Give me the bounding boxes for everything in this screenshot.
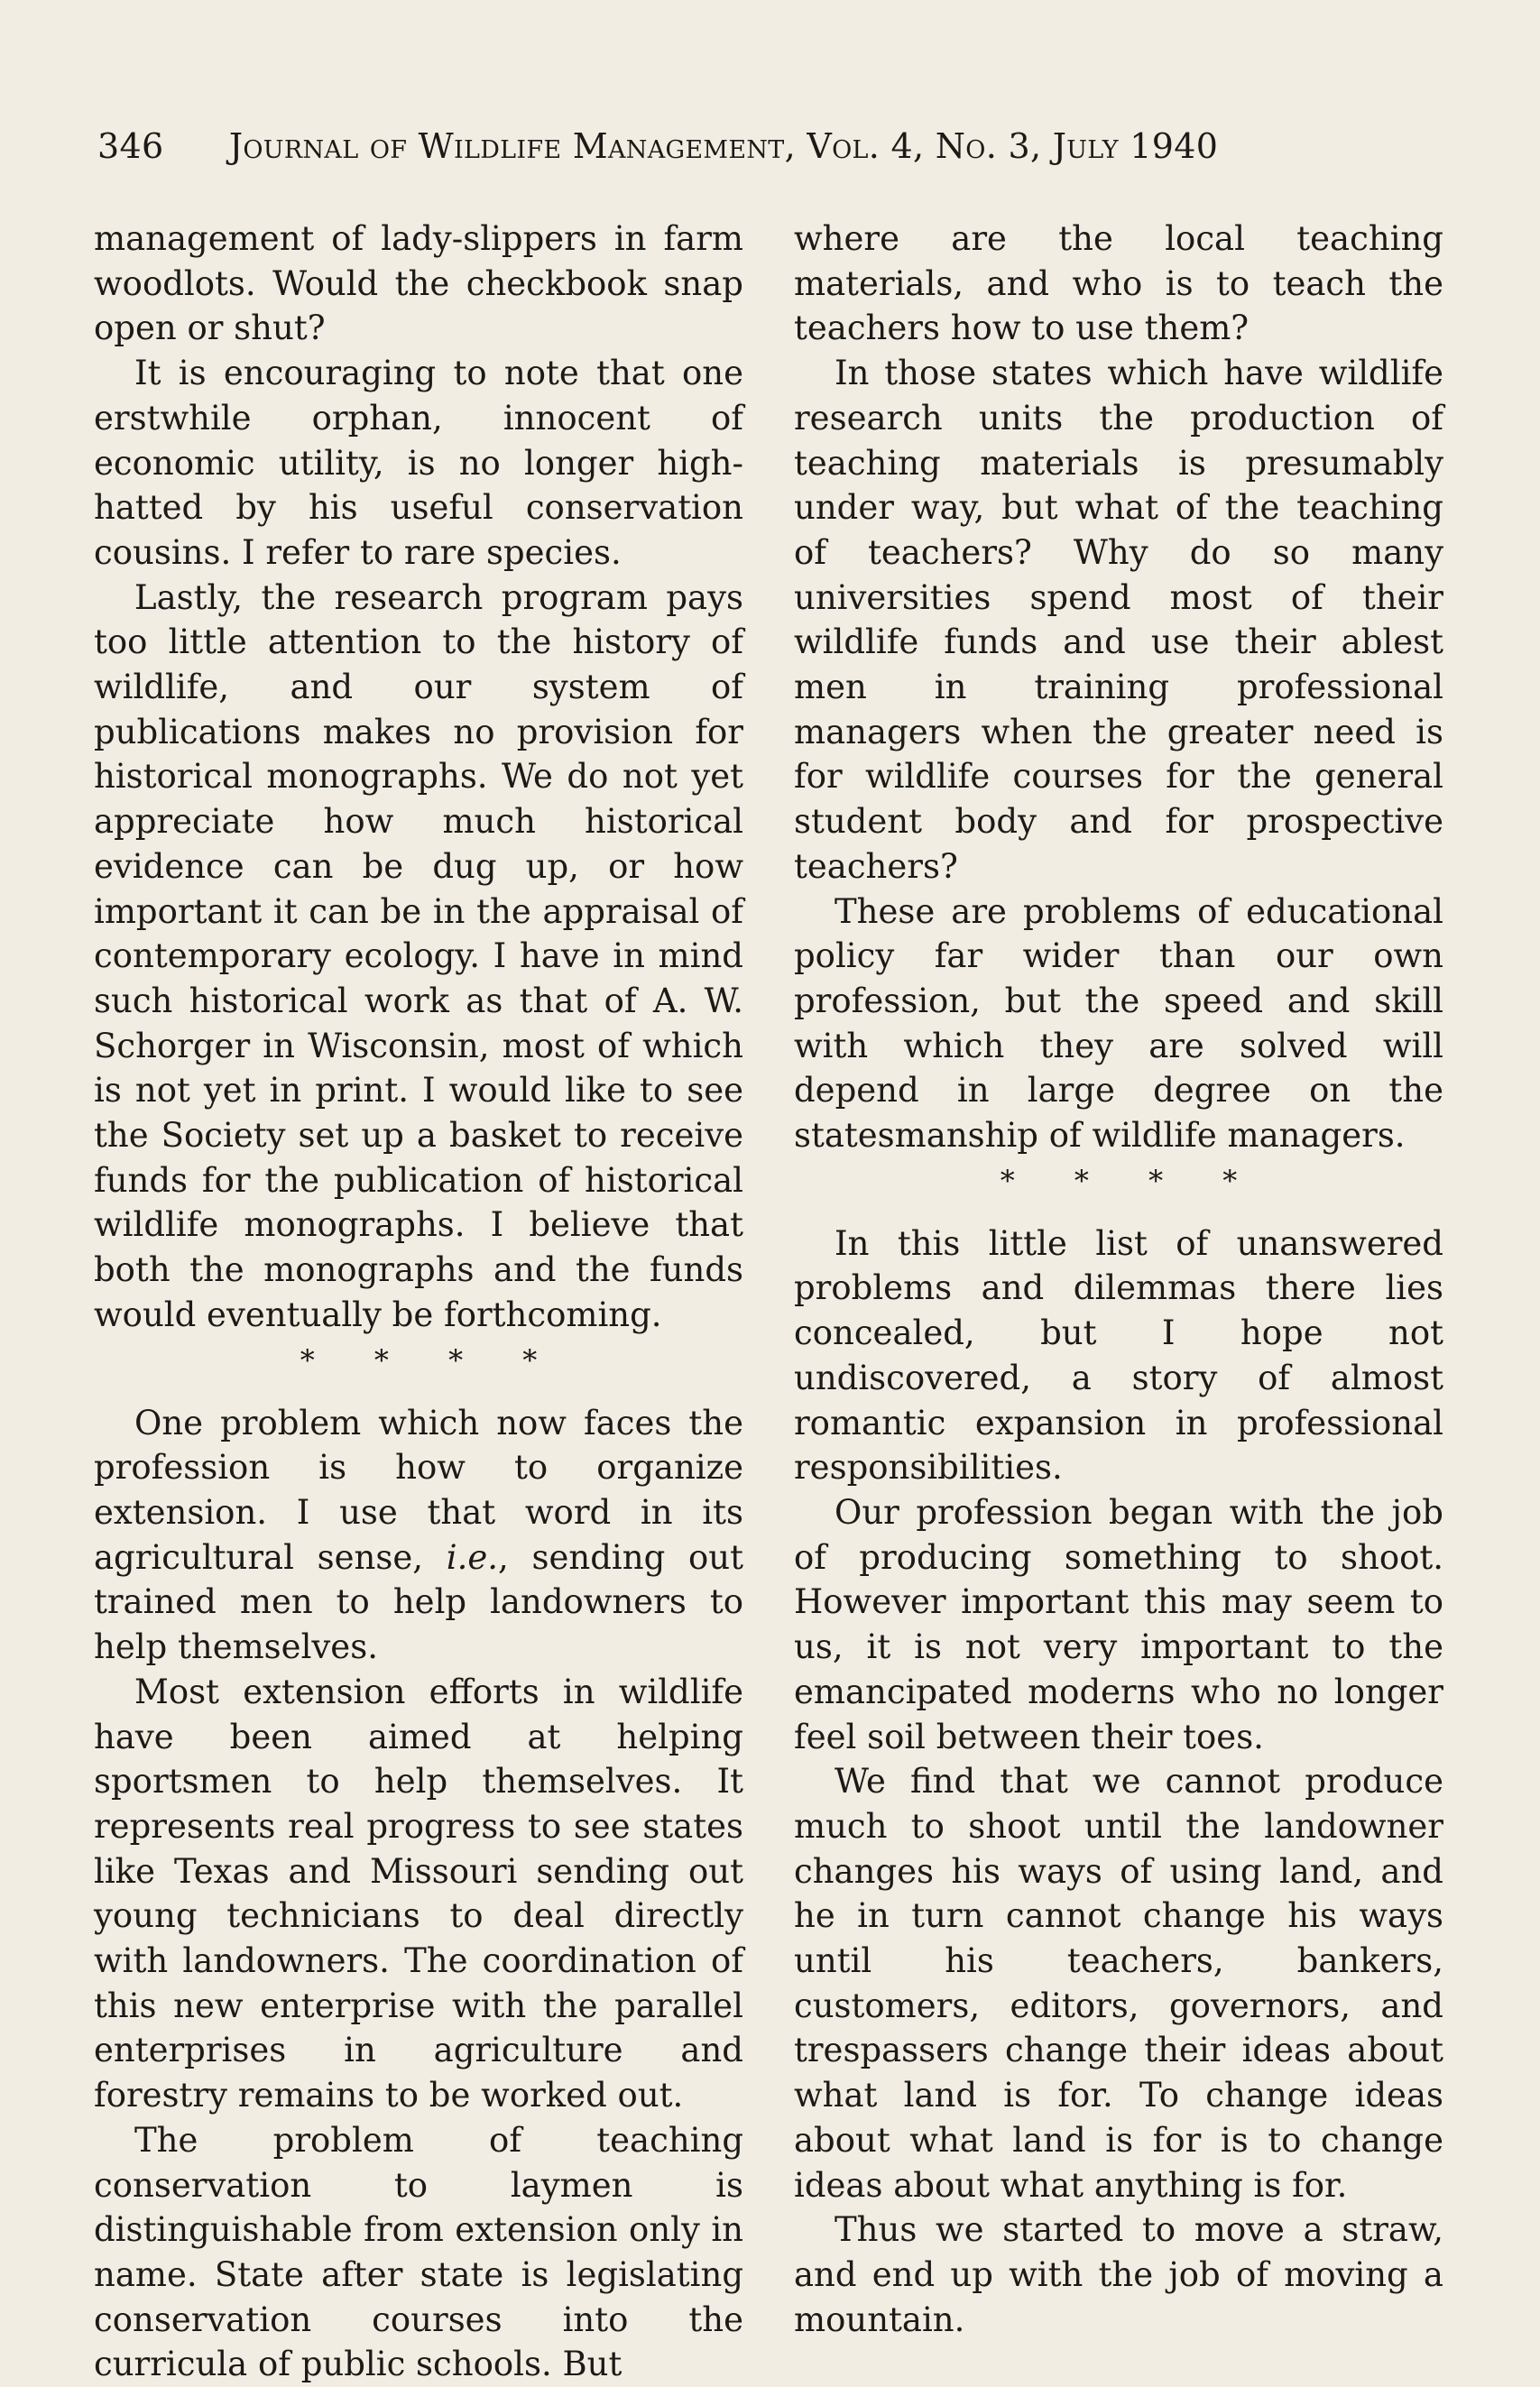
paragraph-text: One problem which now faces the profession is how to organize extension. I use that word in its agricultural sense, (94, 1403, 743, 1577)
left-column (94, 217, 743, 2387)
right-column (794, 217, 1443, 2342)
section-separator: * * * * (300, 1342, 563, 1378)
page-number: 346 (97, 126, 164, 166)
running-head (97, 126, 1324, 166)
paragraph: Lastly, the research program pays too little attention to the history of wildlife, and our system of publications makes no provision for historical monographs. We do not yet appreciate how much historical evidence can be dug up, or how important it can be in the appraisal of contemporary ecology. I have in mind such historical work as that of A. W. Schorger in Wisconsin, most of which is not yet in print. I would like to see the Society set up a basket to receive funds for the publication of historical wildlife monographs. I believe that both the monographs and the funds would eventually be forthcoming. (94, 577, 743, 1334)
paragraph: These are problems of educational policy far wider than our own profession, but the speed and skill with which they are solved will depend in large degree on the statesmanship of wildlife managers. (794, 891, 1443, 1156)
paragraph: management of lady-slippers in farm woodlots. Would the checkbook snap open or shut? (94, 219, 743, 348)
italic-abbreviation: i.e. (446, 1537, 499, 1577)
paragraph: Our profession began with the job of producing something to shoot. However important this may seem to us, it is not very important to the emancipated moderns who no longer feel soil between their toes. (794, 1492, 1443, 1756)
paragraph (94, 1401, 743, 1670)
paragraph: Thus we started to move a straw, and end up with the job of moving a mountain. (794, 2210, 1443, 2339)
paragraph: The problem of teaching conservation to laymen is distinguishable from extension only in name. State after state is legislating conservation courses into the curricula of public schools. But (94, 2120, 743, 2384)
paragraph-text: , sending out trained men to help landowners to help themselves. (94, 1537, 743, 1667)
paragraph: where are the local teaching materials, and who is to teach the teachers how to use them? (794, 219, 1443, 348)
paragraph: In this little list of unanswered problems and dilemmas there lies concealed, but I hope not undiscovered, a story of almost romantic expansion in professional responsibilities. (794, 1223, 1443, 1488)
journal-title: Journal of Wildlife Management, Vol. 4, No. 3, July 1940 (228, 126, 1219, 166)
paragraph: It is encouraging to note that one erstwhile orphan, innocent of economic utility, is no longer high-hatted by his useful conservation cousins. I refer to rare species. (94, 354, 743, 572)
paragraph: Most extension efforts in wildlife have been aimed at helping sportsmen to help themselves. It represents real progress to see states like Texas and Missouri sending out young technicians to deal directly with landowners. The coordination of this new enterprise with the parallel enterprises in agriculture and forestry remains to be worked out. (94, 1672, 743, 2115)
paragraph: We find that we cannot produce much to shoot until the landowner changes his ways of using land, and he in turn cannot change his ways until his teachers, bankers, customers, editors, governors, and trespassers change their ideas about what land is for. To change ideas about what land is for is to change ideas about what anything is for. (794, 1762, 1443, 2205)
paragraph: In those states which have wildlife research units the production of teaching materials is presumably under way, but what of the teaching of teachers? Why do so many universities spend most of their wildlife funds and use their ablest men in training professional managers when the greater need is for wildlife courses for the general student body and for prospective teachers? (794, 354, 1443, 886)
section-separator: * * * * (1000, 1163, 1263, 1198)
